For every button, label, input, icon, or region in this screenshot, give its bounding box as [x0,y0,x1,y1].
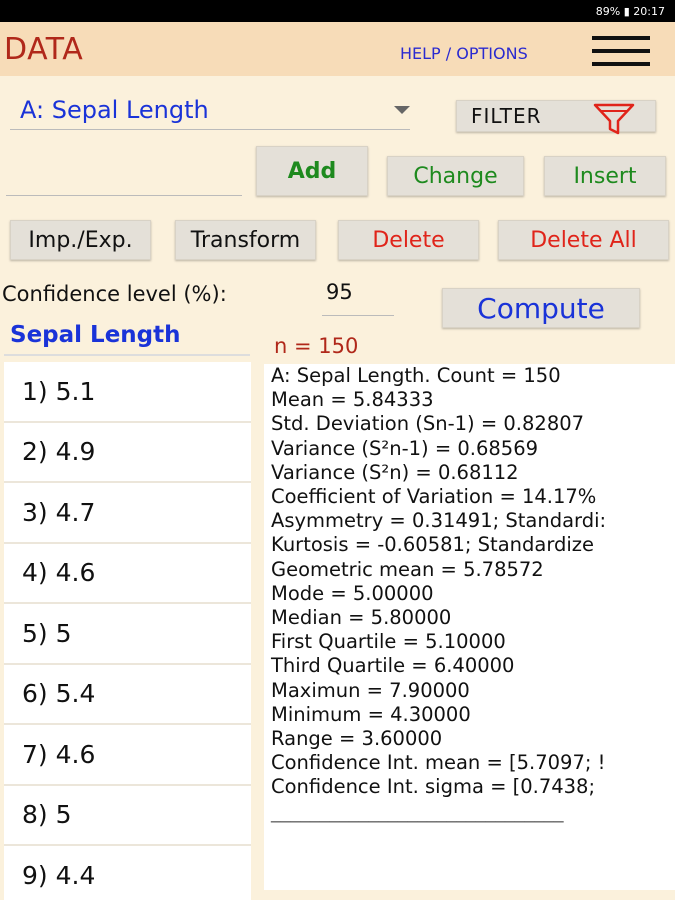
result-line: Confidence Int. mean = [5.7097; ! [271,751,606,775]
sample-size-label: n = 150 [274,334,359,358]
add-button[interactable]: Add [256,146,368,196]
app-bar [0,22,675,76]
list-item[interactable]: 9) 4.4 [4,846,251,900]
result-line: Range = 3.60000 [271,727,443,751]
confidence-level-input[interactable]: 95 [322,280,394,316]
app-title: DATA [4,32,84,67]
list-item[interactable]: 2) 4.9 [4,423,251,484]
variable-selector[interactable] [10,92,410,130]
result-line: First Quartile = 5.10000 [271,630,506,654]
list-item[interactable]: 8) 5 [4,786,251,847]
dropdown-caret-icon [394,106,410,114]
value-input[interactable] [6,150,242,196]
list-header [4,318,250,356]
result-line: Std. Deviation (Sn-1) = 0.82807 [271,412,585,436]
variable-selected: A: Sepal Length [20,96,209,124]
result-line: Mean = 5.84333 [271,388,434,412]
transform-button[interactable]: Transform [175,220,316,260]
delete-all-button[interactable]: Delete All [498,220,669,260]
result-line: Third Quartile = 6.40000 [271,654,515,678]
status-text: 89% ▮ 20:17 [595,4,665,18]
result-line: Variance (S²n-1) = 0.68569 [271,436,539,460]
result-line: Variance (S²n) = 0.68112 [271,460,519,484]
list-item[interactable]: 6) 5.4 [4,665,251,726]
import-export-button[interactable]: Imp./Exp. [10,220,151,260]
compute-button[interactable]: Compute [442,288,640,328]
list-header-label: Sepal Length [10,322,181,348]
filter-button[interactable] [456,100,656,132]
list-item[interactable]: 1) 5.1 [4,362,251,423]
result-line: Asymmetry = 0.31491; Standardi: [271,509,607,533]
result-line: A: Sepal Length. Count = 150 [271,364,561,387]
insert-button[interactable]: Insert [544,156,666,196]
result-line: Kurtosis = -0.60581; Standardize [271,533,595,557]
result-line: Mode = 5.00000 [271,581,434,605]
result-line: Confidence Int. sigma = [0.7438; [271,775,596,799]
confidence-level-label: Confidence level (%): [2,282,227,306]
help-options-link[interactable]: HELP / OPTIONS [400,44,528,63]
funnel-icon [591,101,637,137]
result-line: Maximun = 7.90000 [271,678,470,702]
result-line: Coefficient of Variation = 14.17% [271,485,597,509]
change-button[interactable]: Change [387,156,524,196]
status-bar [0,0,675,22]
menu-icon[interactable] [592,36,650,66]
results-panel[interactable] [264,364,675,890]
list-item[interactable]: 7) 4.6 [4,725,251,786]
filter-label: FILTER [471,104,542,128]
result-line: Minimum = 4.30000 [271,702,471,726]
result-line: Median = 5.80000 [271,606,452,630]
list-item[interactable]: 5) 5 [4,604,251,665]
data-list[interactable] [4,362,251,900]
delete-button[interactable]: Delete [338,220,479,260]
result-line: Geometric mean = 5.78572 [271,557,544,581]
list-item[interactable]: 4) 4.6 [4,544,251,605]
list-item[interactable]: 3) 4.7 [4,483,251,544]
result-separator: ______________________________ [271,799,564,823]
